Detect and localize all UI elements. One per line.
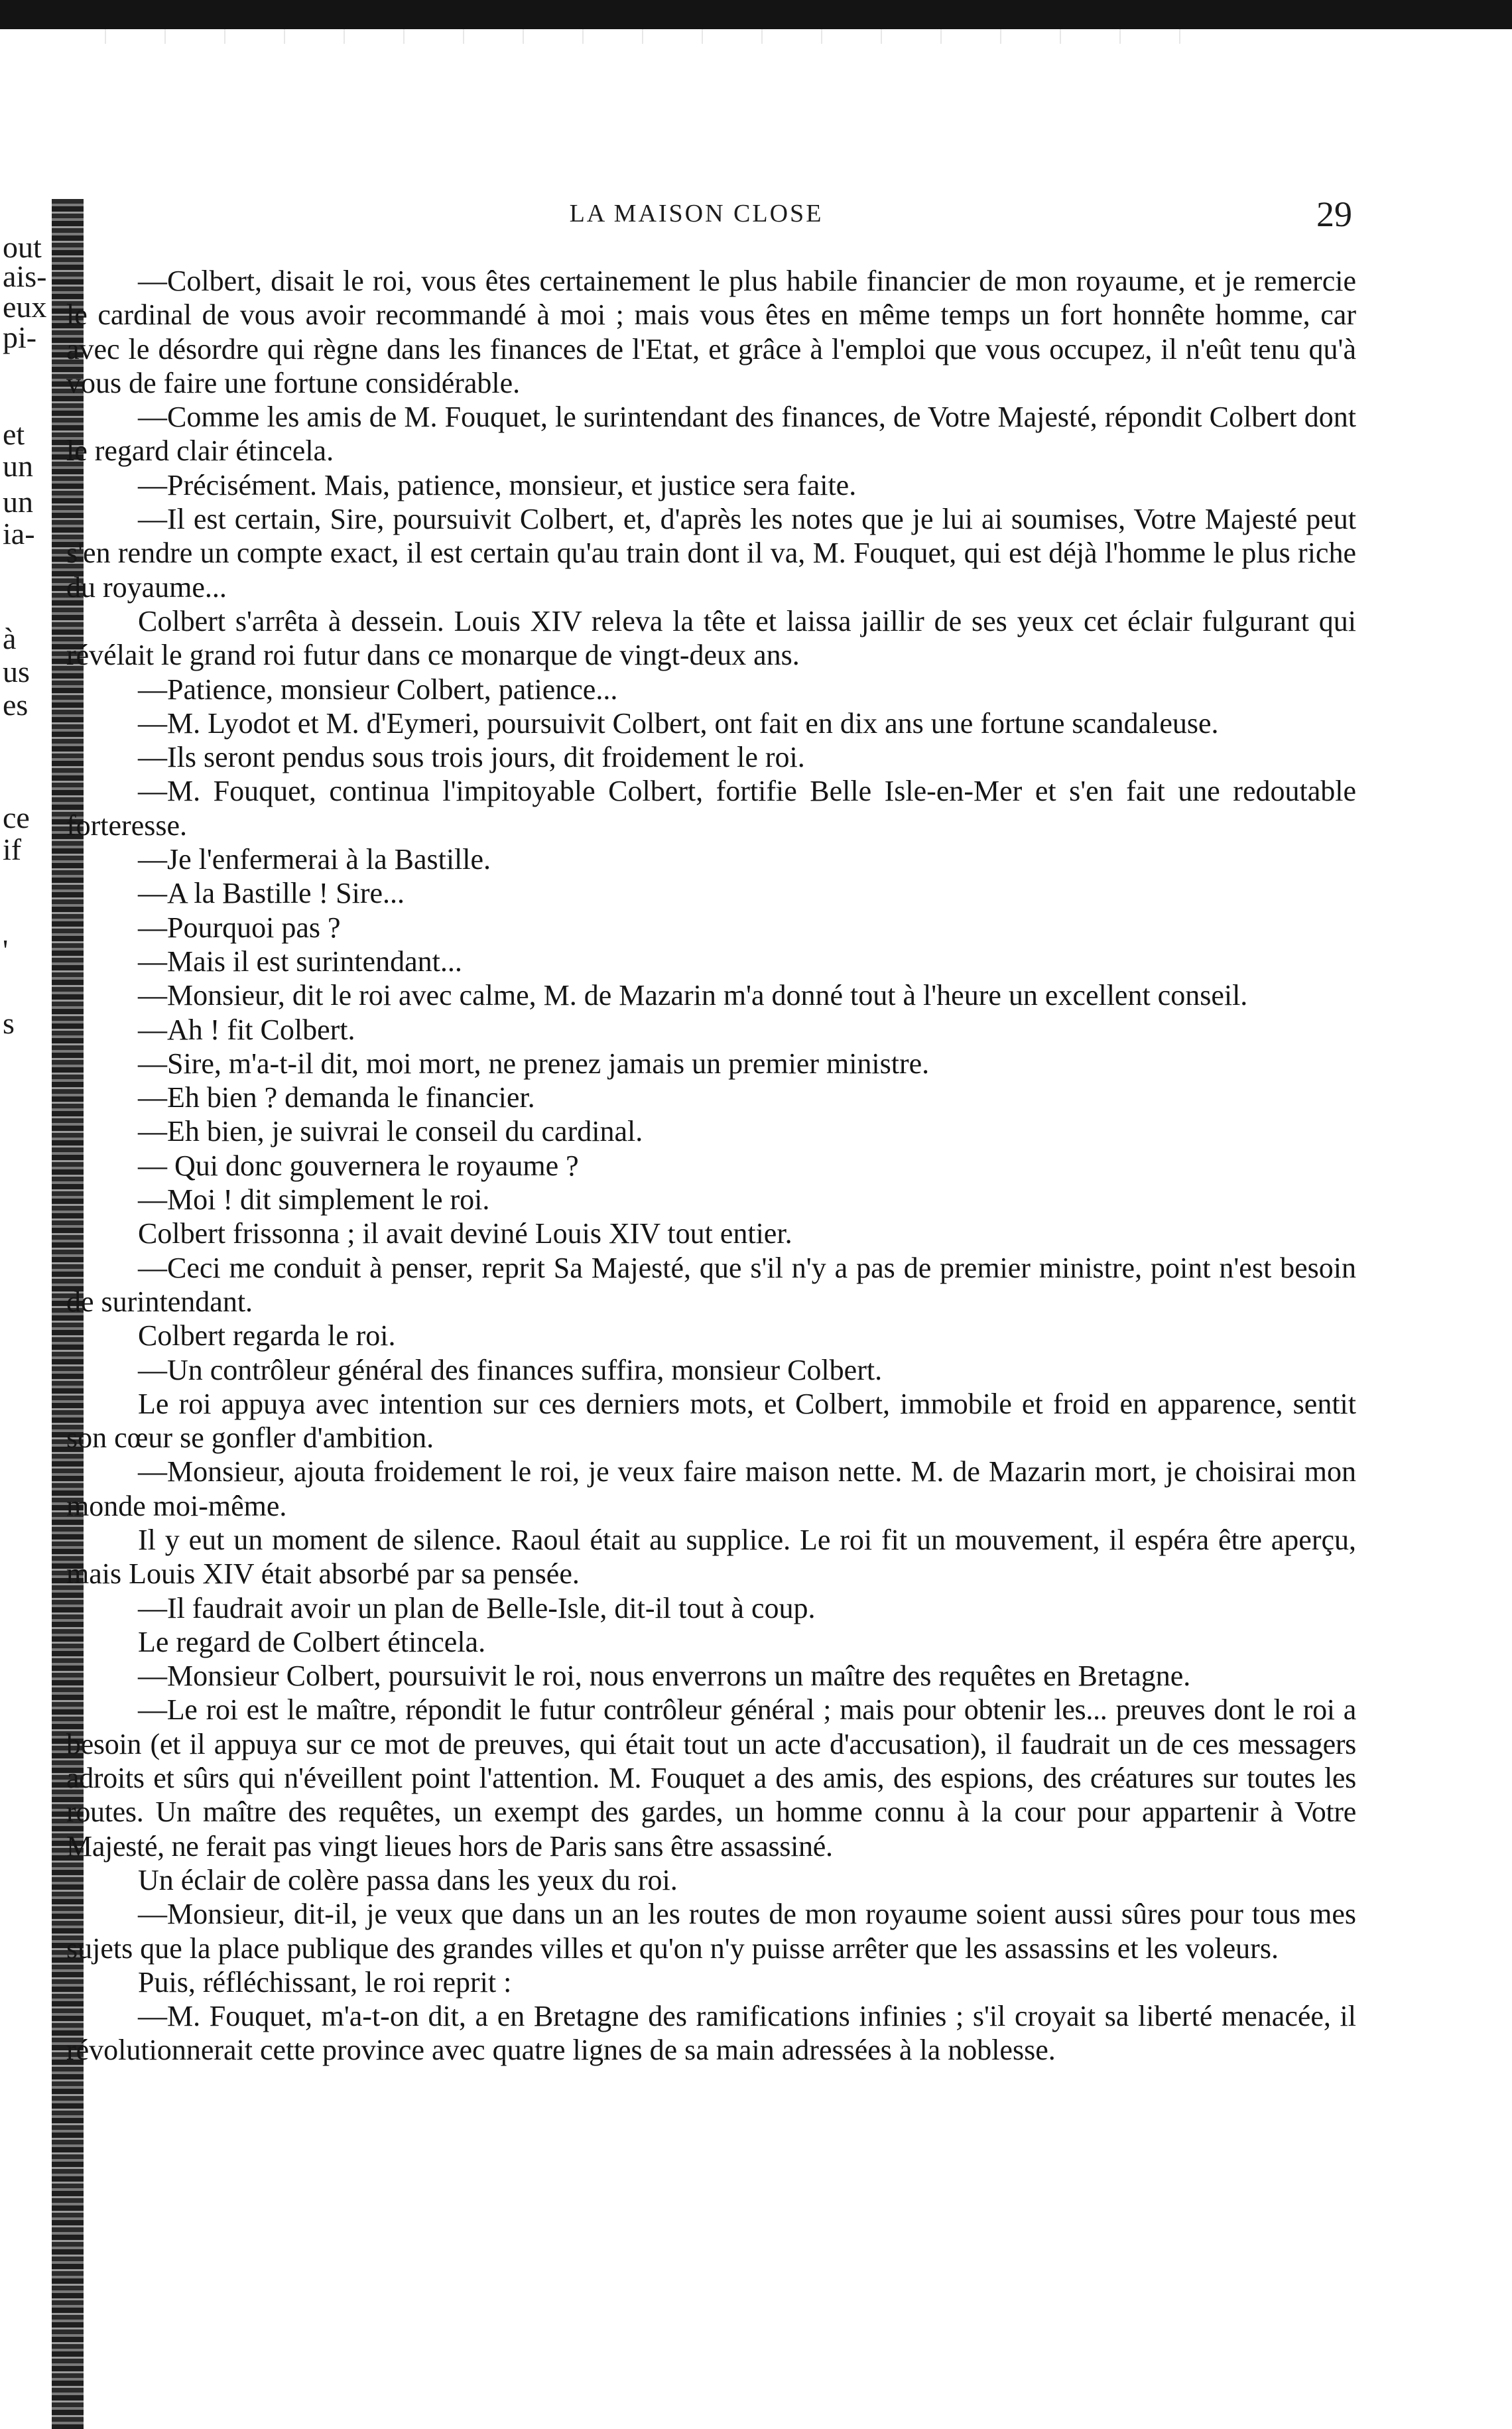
margin-fragment: pi- [3, 320, 37, 354]
paragraph: —Sire, m'a-t-il dit, moi mort, ne prenez jamais un premier ministre. [138, 1047, 930, 1080]
margin-fragment: ' [3, 933, 9, 967]
page-number: 29 [1316, 194, 1352, 234]
paragraph: Le regard de Colbert étincela. [138, 1625, 486, 1658]
paragraph: —Ceci me conduit à penser, reprit Sa Majesté, que s'il n'y a pas de premier ministre, point n'est besoin de surintendant. [66, 1251, 1356, 1318]
paragraph: —Un contrôleur général des finances suffira, monsieur Colbert. [138, 1353, 883, 1386]
paragraph: Colbert frissonna ; il avait deviné Louis XIV tout entier. [138, 1217, 792, 1250]
paragraph: —Le roi est le maître, répondit le futur contrôleur général ; mais pour obtenir les... preuves dont le roi a besoin (et il appuya sur ce mot de preuves, qui était tout un acte d'accusation), il faudrait un de ces messagers adroits et sûrs qui n'éveillent point l'attention. M. Fouquet a des amis, des espions, des créatures sur toutes les routes. Un maître des requêtes, un exempt des gardes, un homme connu à la cour pour appartenir à Votre Majesté, ne ferait pas vingt lieues hors de Paris sans être assassiné. [66, 1693, 1356, 1863]
paragraph: Puis, réfléchissant, le roi reprit : [138, 1965, 512, 1999]
paragraph: —Il est certain, Sire, poursuivit Colbert, et, d'après les notes que je lui ai soumises, Votre Majesté peut s'en rendre un compte exact, il est certain qu'au train dont il va, M. Fouquet, qui est déjà l'homme le plus riche du royaume... [66, 503, 1356, 604]
margin-fragment: ia- [3, 517, 35, 551]
margin-fragment: ais- [3, 259, 47, 293]
paragraph: —M. Fouquet, continua l'impitoyable Colbert, fortifie Belle Isle-en-Mer et s'en fait une redoutable forteresse. [66, 775, 1356, 842]
margin-fragment: eux [3, 290, 47, 324]
paragraph: —Pourquoi pas ? [138, 911, 341, 944]
margin-fragment: out [3, 230, 42, 264]
paragraph: —Ils seront pendus sous trois jours, dit froidement le roi. [138, 741, 805, 774]
paragraph: —Je l'enfermerai à la Bastille. [138, 843, 491, 876]
paragraph: —Ah ! fit Colbert. [138, 1013, 355, 1046]
margin-fragment: et [3, 417, 25, 451]
paragraph: —Moi ! dit simplement le roi. [138, 1183, 490, 1216]
paragraph: —Précisément. Mais, patience, monsieur, et justice sera faite. [138, 468, 857, 501]
scan-top-border [0, 0, 1512, 29]
paragraph: —Patience, monsieur Colbert, patience... [138, 673, 618, 706]
margin-fragment: es [3, 688, 29, 722]
paragraph: Un éclair de colère passa dans les yeux du roi. [138, 1863, 678, 1896]
paragraph: Colbert regarda le roi. [138, 1319, 396, 1352]
margin-fragment: un [3, 485, 33, 519]
paragraph: —Eh bien, je suivrai le conseil du cardinal. [138, 1115, 643, 1148]
paragraph: Colbert s'arrêta à dessein. Louis XIV releva la tête et laissa jaillir de ses yeux cet éclair fulgurant qui révélait le grand roi futur dans ce monarque de vingt-deux ans. [66, 604, 1356, 672]
paragraph: —Monsieur, dit-il, je veux que dans un an les routes de mon royaume soient aussi sûres pour tous mes sujets que la place publique des grandes villes et qu'on n'y puisse arrêter que les assassins et les voleurs. [66, 1898, 1356, 1965]
scan-noise [80, 29, 1207, 44]
running-title: LA MAISON CLOSE [569, 200, 824, 228]
margin-fragment: un [3, 449, 33, 483]
paragraph: Le roi appuya avec intention sur ces derniers mots, et Colbert, immobile et froid en apparence, sentit son cœur se gonfler d'ambition. [66, 1387, 1356, 1455]
paragraph: — Qui donc gouvernera le royaume ? [138, 1149, 579, 1182]
paragraph: —Mais il est surintendant... [138, 945, 462, 978]
margin-fragment: s [3, 1006, 15, 1040]
paragraph: —Monsieur, dit le roi avec calme, M. de Mazarin m'a donné tout à l'heure un excellent conseil. [138, 979, 1248, 1012]
paragraph: —Monsieur Colbert, poursuivit le roi, nous enverrons un maître des requêtes en Bretagne. [138, 1660, 1191, 1693]
body-text [66, 264, 1356, 2068]
paragraph: —Comme les amis de M. Fouquet, le surintendant des finances, de Votre Majesté, répondit Colbert dont le regard clair étincela. [66, 401, 1356, 468]
margin-fragment: ce [3, 801, 30, 834]
paragraph: —Eh bien ? demanda le financier. [138, 1081, 535, 1114]
paragraph: —A la Bastille ! Sire... [138, 877, 405, 910]
margin-fragment: à [3, 622, 17, 655]
paragraph: —Monsieur, ajouta froidement le roi, je veux faire maison nette. M. de Mazarin mort, je choisirai mon monde moi-même. [66, 1455, 1356, 1522]
margin-fragment: if [3, 832, 22, 866]
paragraph: —M. Fouquet, m'a-t-on dit, a en Bretagne des ramifications infinies ; s'il croyait sa liberté menacée, il révolutionnerait cette province avec quatre lignes de sa main adressées à la noblesse. [66, 2000, 1356, 2067]
paragraph: —Il faudrait avoir un plan de Belle-Isle, dit-il tout à coup. [138, 1591, 816, 1624]
margin-fragment: us [3, 655, 30, 689]
paragraph: —Colbert, disait le roi, vous êtes certainement le plus habile financier de mon royaume, et je remercie le cardinal de vous avoir recommandé à moi ; mais vous êtes en même temps un fort honnête homme, car avec le désordre qui règne dans les finances de l'Etat, et grâce à l'emploi que vous occupez, il n'eût tenu qu'à vous de faire une fortune considérable. [66, 265, 1356, 399]
paragraph: —M. Lyodot et M. d'Eymeri, poursuivit Colbert, ont fait en dix ans une fortune scandaleuse. [138, 706, 1219, 740]
paragraph: Il y eut un moment de silence. Raoul était au supplice. Le roi fit un mouvement, il espéra être aperçu, mais Louis XIV était absorbé par sa pensée. [66, 1523, 1356, 1591]
